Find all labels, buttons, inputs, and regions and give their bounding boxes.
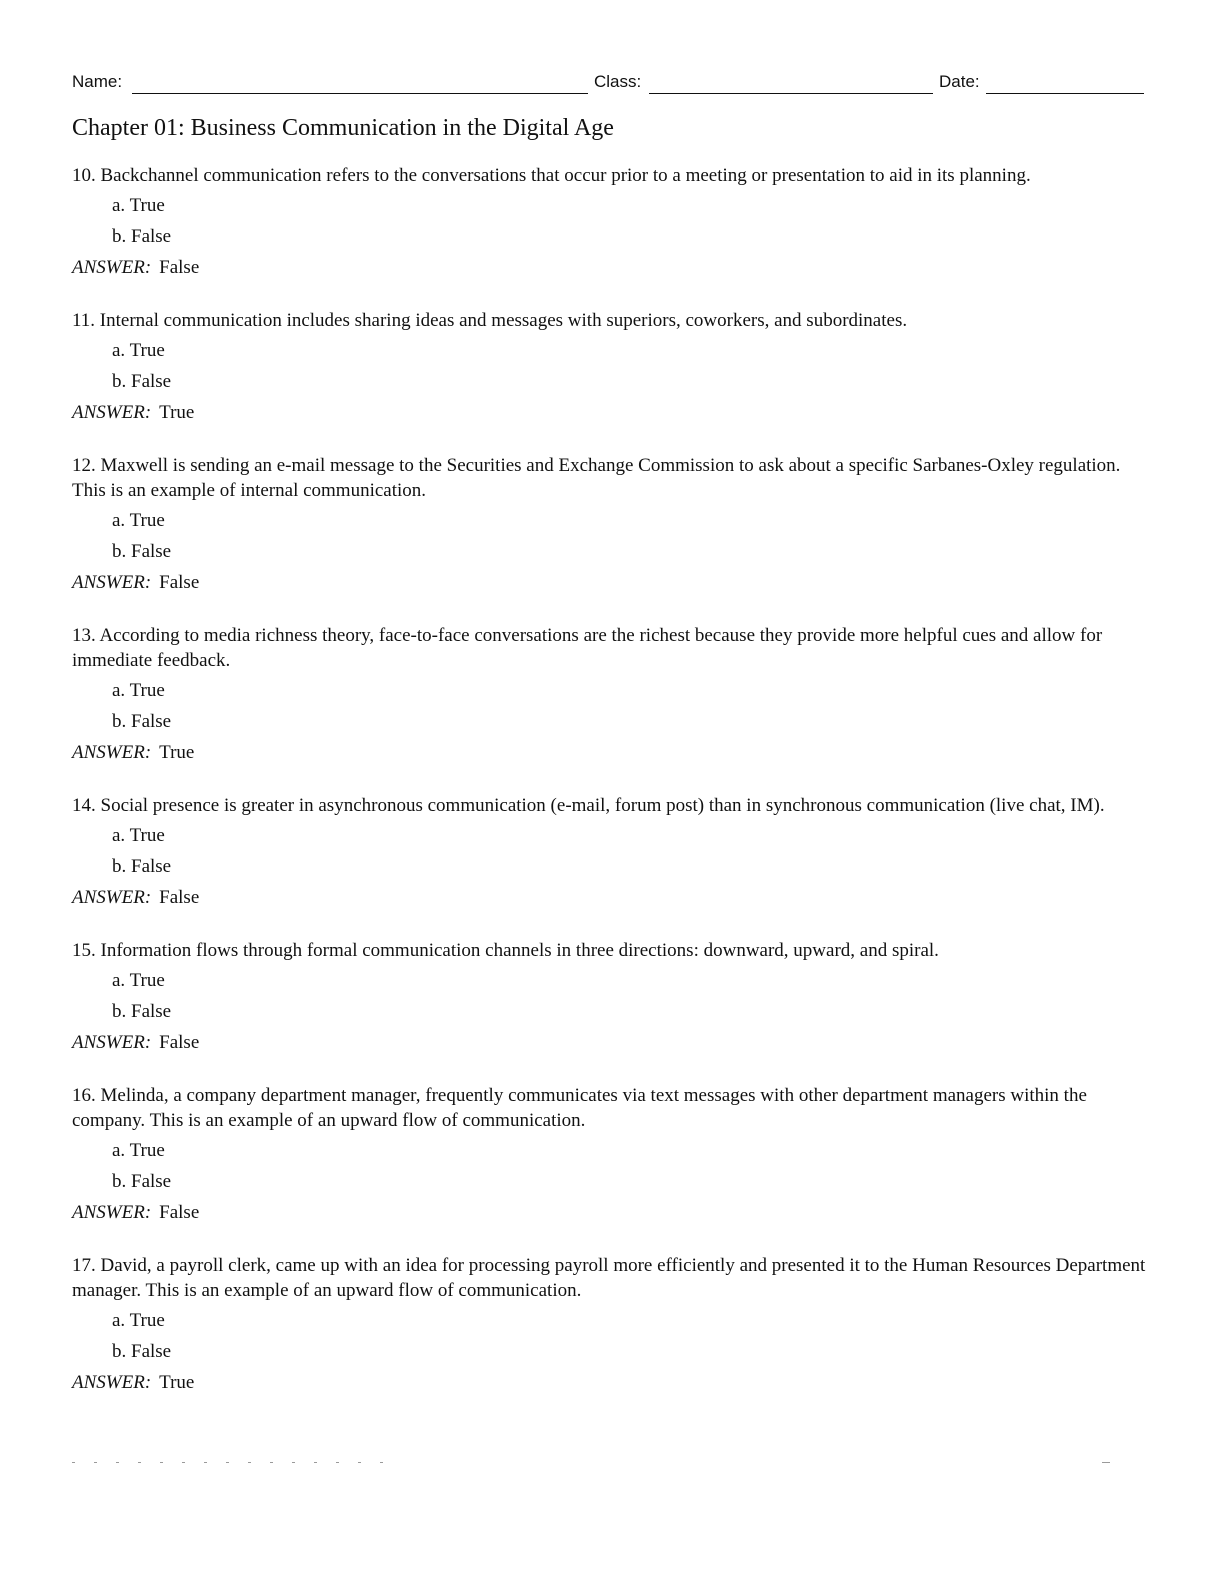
option-true: a. True <box>112 340 165 361</box>
answer-label: ANSWER: <box>72 1032 152 1053</box>
option-true: a. True <box>112 680 165 701</box>
student-info-header <box>72 72 1144 96</box>
footer-dot <box>248 1462 251 1463</box>
question-text: 16. Melinda, a company department manager, frequently communicates via text messages with other department managers within the company. This is an example of an upward flow of communication. <box>72 1085 1087 1131</box>
footer-page-mark <box>1102 1462 1110 1463</box>
footer-dot <box>336 1462 339 1463</box>
class-label: Class: <box>594 72 642 91</box>
answer-label: ANSWER: <box>72 1372 152 1393</box>
question-list <box>72 163 1152 1423</box>
answer-line <box>72 1370 1152 1395</box>
answer-value: True <box>159 1372 195 1393</box>
answer-value: False <box>159 572 200 593</box>
question-item <box>72 308 1152 425</box>
footer-dot <box>204 1462 207 1463</box>
option-false: b. False <box>112 541 172 562</box>
question-item <box>72 793 1152 910</box>
answer-label: ANSWER: <box>72 257 152 278</box>
question-item <box>72 1083 1152 1225</box>
date-label: Date: <box>939 72 980 91</box>
footer-rule <box>72 1462 1144 1466</box>
question-item <box>72 163 1152 280</box>
answer-line <box>72 400 1152 425</box>
footer-dot <box>116 1462 119 1463</box>
option-false: b. False <box>112 226 172 247</box>
footer-dot <box>72 1462 75 1463</box>
option-false: b. False <box>112 1001 172 1022</box>
answer-value: True <box>159 402 195 423</box>
answer-label: ANSWER: <box>72 887 152 908</box>
option-true: a. True <box>112 825 165 846</box>
answer-label: ANSWER: <box>72 402 152 423</box>
option-true: a. True <box>112 195 165 216</box>
answer-line <box>72 740 1152 765</box>
footer-dot <box>138 1462 141 1463</box>
question-text: 11. Internal communication includes sharing ideas and messages with superiors, coworkers, and subordinates. <box>72 310 908 331</box>
option-false: b. False <box>112 1341 172 1362</box>
answer-value: True <box>159 742 195 763</box>
option-true: a. True <box>112 510 165 531</box>
option-true: a. True <box>112 1310 165 1331</box>
answer-label: ANSWER: <box>72 572 152 593</box>
answer-line <box>72 885 1152 910</box>
name-blank-line <box>132 93 588 94</box>
footer-dot <box>160 1462 163 1463</box>
footer-dot <box>270 1462 273 1463</box>
question-item <box>72 623 1152 765</box>
option-false: b. False <box>112 856 172 877</box>
name-label: Name: <box>72 72 123 91</box>
footer-dot <box>380 1462 383 1463</box>
footer-dot <box>358 1462 361 1463</box>
question-text: 17. David, a payroll clerk, came up with an idea for processing payroll more efficiently and presented it to the Human Resources Department manager. This is an example of an upward flow of communication. <box>72 1255 1146 1301</box>
question-text: 13. According to media richness theory, face-to-face conversations are the richest because they provide more helpful cues and allow for immediate feedback. <box>72 625 1103 671</box>
footer-dot <box>94 1462 97 1463</box>
answer-line <box>72 255 1152 280</box>
answer-value: False <box>159 1032 200 1053</box>
footer-dot <box>226 1462 229 1463</box>
option-false: b. False <box>112 711 172 732</box>
option-true: a. True <box>112 970 165 991</box>
answer-line <box>72 1030 1152 1055</box>
question-text: 14. Social presence is greater in asynchronous communication (e-mail, forum post) than in synchronous communication (live chat, IM). <box>72 795 1105 816</box>
answer-value: False <box>159 1202 200 1223</box>
footer-dot <box>182 1462 185 1463</box>
answer-value: False <box>159 887 200 908</box>
question-item <box>72 1253 1152 1395</box>
option-true: a. True <box>112 1140 165 1161</box>
option-false: b. False <box>112 1171 172 1192</box>
question-item <box>72 938 1152 1055</box>
footer-dot <box>314 1462 317 1463</box>
class-blank-line <box>649 93 933 94</box>
option-false: b. False <box>112 371 172 392</box>
question-text: 12. Maxwell is sending an e-mail message to the Securities and Exchange Commission to ask about a specific Sarbanes-Oxley regulation. This is an example of internal communication. <box>72 455 1121 501</box>
footer-dot <box>292 1462 295 1463</box>
question-text: 15. Information flows through formal communication channels in three directions: downward, upward, and spiral. <box>72 940 939 961</box>
date-blank-line <box>986 93 1144 94</box>
answer-line <box>72 570 1152 595</box>
answer-value: False <box>159 257 200 278</box>
chapter-title: Chapter 01: Business Communication in the Digital Age <box>72 115 614 141</box>
answer-label: ANSWER: <box>72 742 152 763</box>
question-item <box>72 453 1152 595</box>
question-text: 10. Backchannel communication refers to the conversations that occur prior to a meeting or presentation to aid in its planning. <box>72 165 1031 186</box>
answer-line <box>72 1200 1152 1225</box>
answer-label: ANSWER: <box>72 1202 152 1223</box>
